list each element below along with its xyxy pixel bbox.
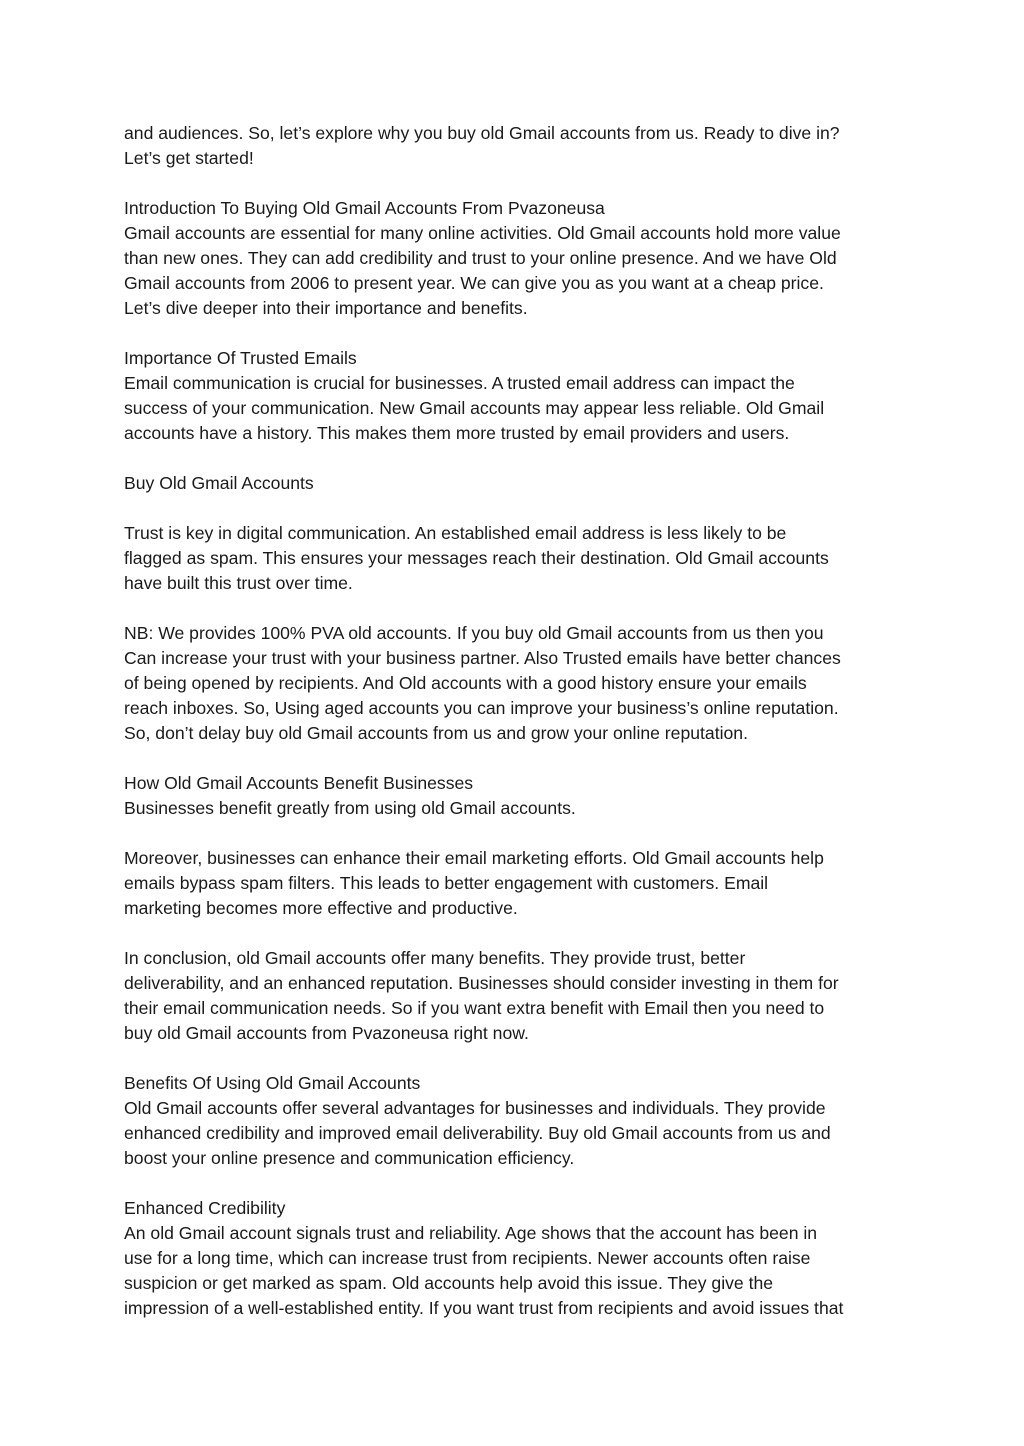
- text-line: flagged as spam. This ensures your messages reach their destination. Old Gmail accounts: [124, 548, 829, 568]
- paragraph-gap: [124, 446, 914, 471]
- section-heading: Enhanced Credibility: [124, 1198, 286, 1218]
- text-line: Email communication is crucial for businesses. A trusted email address can impact the: [124, 373, 795, 393]
- text-line: Gmail accounts from 2006 to present year. We can give you as you want at a cheap price.: [124, 273, 824, 293]
- text-line: their email communication needs. So if you want extra benefit with Email then you need to: [124, 998, 825, 1018]
- section-heading: Introduction To Buying Old Gmail Accounts From Pvazoneusa: [124, 198, 605, 218]
- text-line: impression of a well-established entity. If you want trust from recipients and avoid issues that: [124, 1298, 844, 1318]
- text-line: and audiences. So, let’s explore why you buy old Gmail accounts from us. Ready to dive in?: [124, 123, 840, 143]
- section-heading: How Old Gmail Accounts Benefit Businesses: [124, 773, 474, 793]
- text-line: Old Gmail accounts offer several advantages for businesses and individuals. They provide: [124, 1098, 826, 1118]
- paragraph-gap: [124, 746, 914, 771]
- text-line: enhanced credibility and improved email deliverability. Buy old Gmail accounts from us and: [124, 1123, 831, 1143]
- text-line: accounts have a history. This makes them more trusted by email providers and users.: [124, 423, 790, 443]
- document-page: [124, 121, 914, 1321]
- text-line: marketing becomes more effective and productive.: [124, 898, 518, 918]
- paragraph-gap: [124, 921, 914, 946]
- text-line: emails bypass spam filters. This leads to better engagement with customers. Email: [124, 873, 769, 893]
- section-heading: Benefits Of Using Old Gmail Accounts: [124, 1073, 421, 1093]
- text-line: success of your communication. New Gmail accounts may appear less reliable. Old Gmail: [124, 398, 825, 418]
- text-line: Businesses benefit greatly from using old Gmail accounts.: [124, 798, 576, 818]
- text-line: Can increase your trust with your business partner. Also Trusted emails have better chances: [124, 648, 841, 668]
- text-line: suspicion or get marked as spam. Old accounts help avoid this issue. They give the: [124, 1273, 774, 1293]
- paragraph-gap: [124, 321, 914, 346]
- paragraph-gap: [124, 821, 914, 846]
- text-line: NB: We provides 100% PVA old accounts. If you buy old Gmail accounts from us then you: [124, 623, 824, 643]
- section-heading: Importance Of Trusted Emails: [124, 348, 357, 368]
- text-line: deliverability, and an enhanced reputation. Businesses should consider investing in them for: [124, 973, 839, 993]
- text-line: In conclusion, old Gmail accounts offer many benefits. They provide trust, better: [124, 948, 746, 968]
- paragraph-gap: [124, 496, 914, 521]
- paragraph-gap: [124, 1171, 914, 1196]
- section-heading: Buy Old Gmail Accounts: [124, 473, 314, 493]
- text-line: than new ones. They can add credibility and trust to your online presence. And we have Old: [124, 248, 837, 268]
- text-line: Trust is key in digital communication. An established email address is less likely to be: [124, 523, 787, 543]
- text-line: Gmail accounts are essential for many online activities. Old Gmail accounts hold more value: [124, 223, 841, 243]
- text-line: boost your online presence and communication efficiency.: [124, 1148, 575, 1168]
- text-line: reach inboxes. So, Using aged accounts you can improve your business’s online reputation.: [124, 698, 839, 718]
- text-line: Let’s get started!: [124, 148, 254, 168]
- text-line: have built this trust over time.: [124, 573, 353, 593]
- text-line: Moreover, businesses can enhance their email marketing efforts. Old Gmail accounts help: [124, 848, 824, 868]
- text-line: buy old Gmail accounts from Pvazoneusa right now.: [124, 1023, 529, 1043]
- text-line: An old Gmail account signals trust and reliability. Age shows that the account has been in: [124, 1223, 818, 1243]
- text-line: So, don’t delay buy old Gmail accounts from us and grow your online reputation.: [124, 723, 748, 743]
- paragraph-gap: [124, 1046, 914, 1071]
- text-line: Let’s dive deeper into their importance and benefits.: [124, 298, 528, 318]
- text-line: of being opened by recipients. And Old accounts with a good history ensure your emails: [124, 673, 807, 693]
- paragraph-gap: [124, 171, 914, 196]
- text-line: use for a long time, which can increase trust from recipients. Newer accounts often raise: [124, 1248, 811, 1268]
- paragraph-gap: [124, 596, 914, 621]
